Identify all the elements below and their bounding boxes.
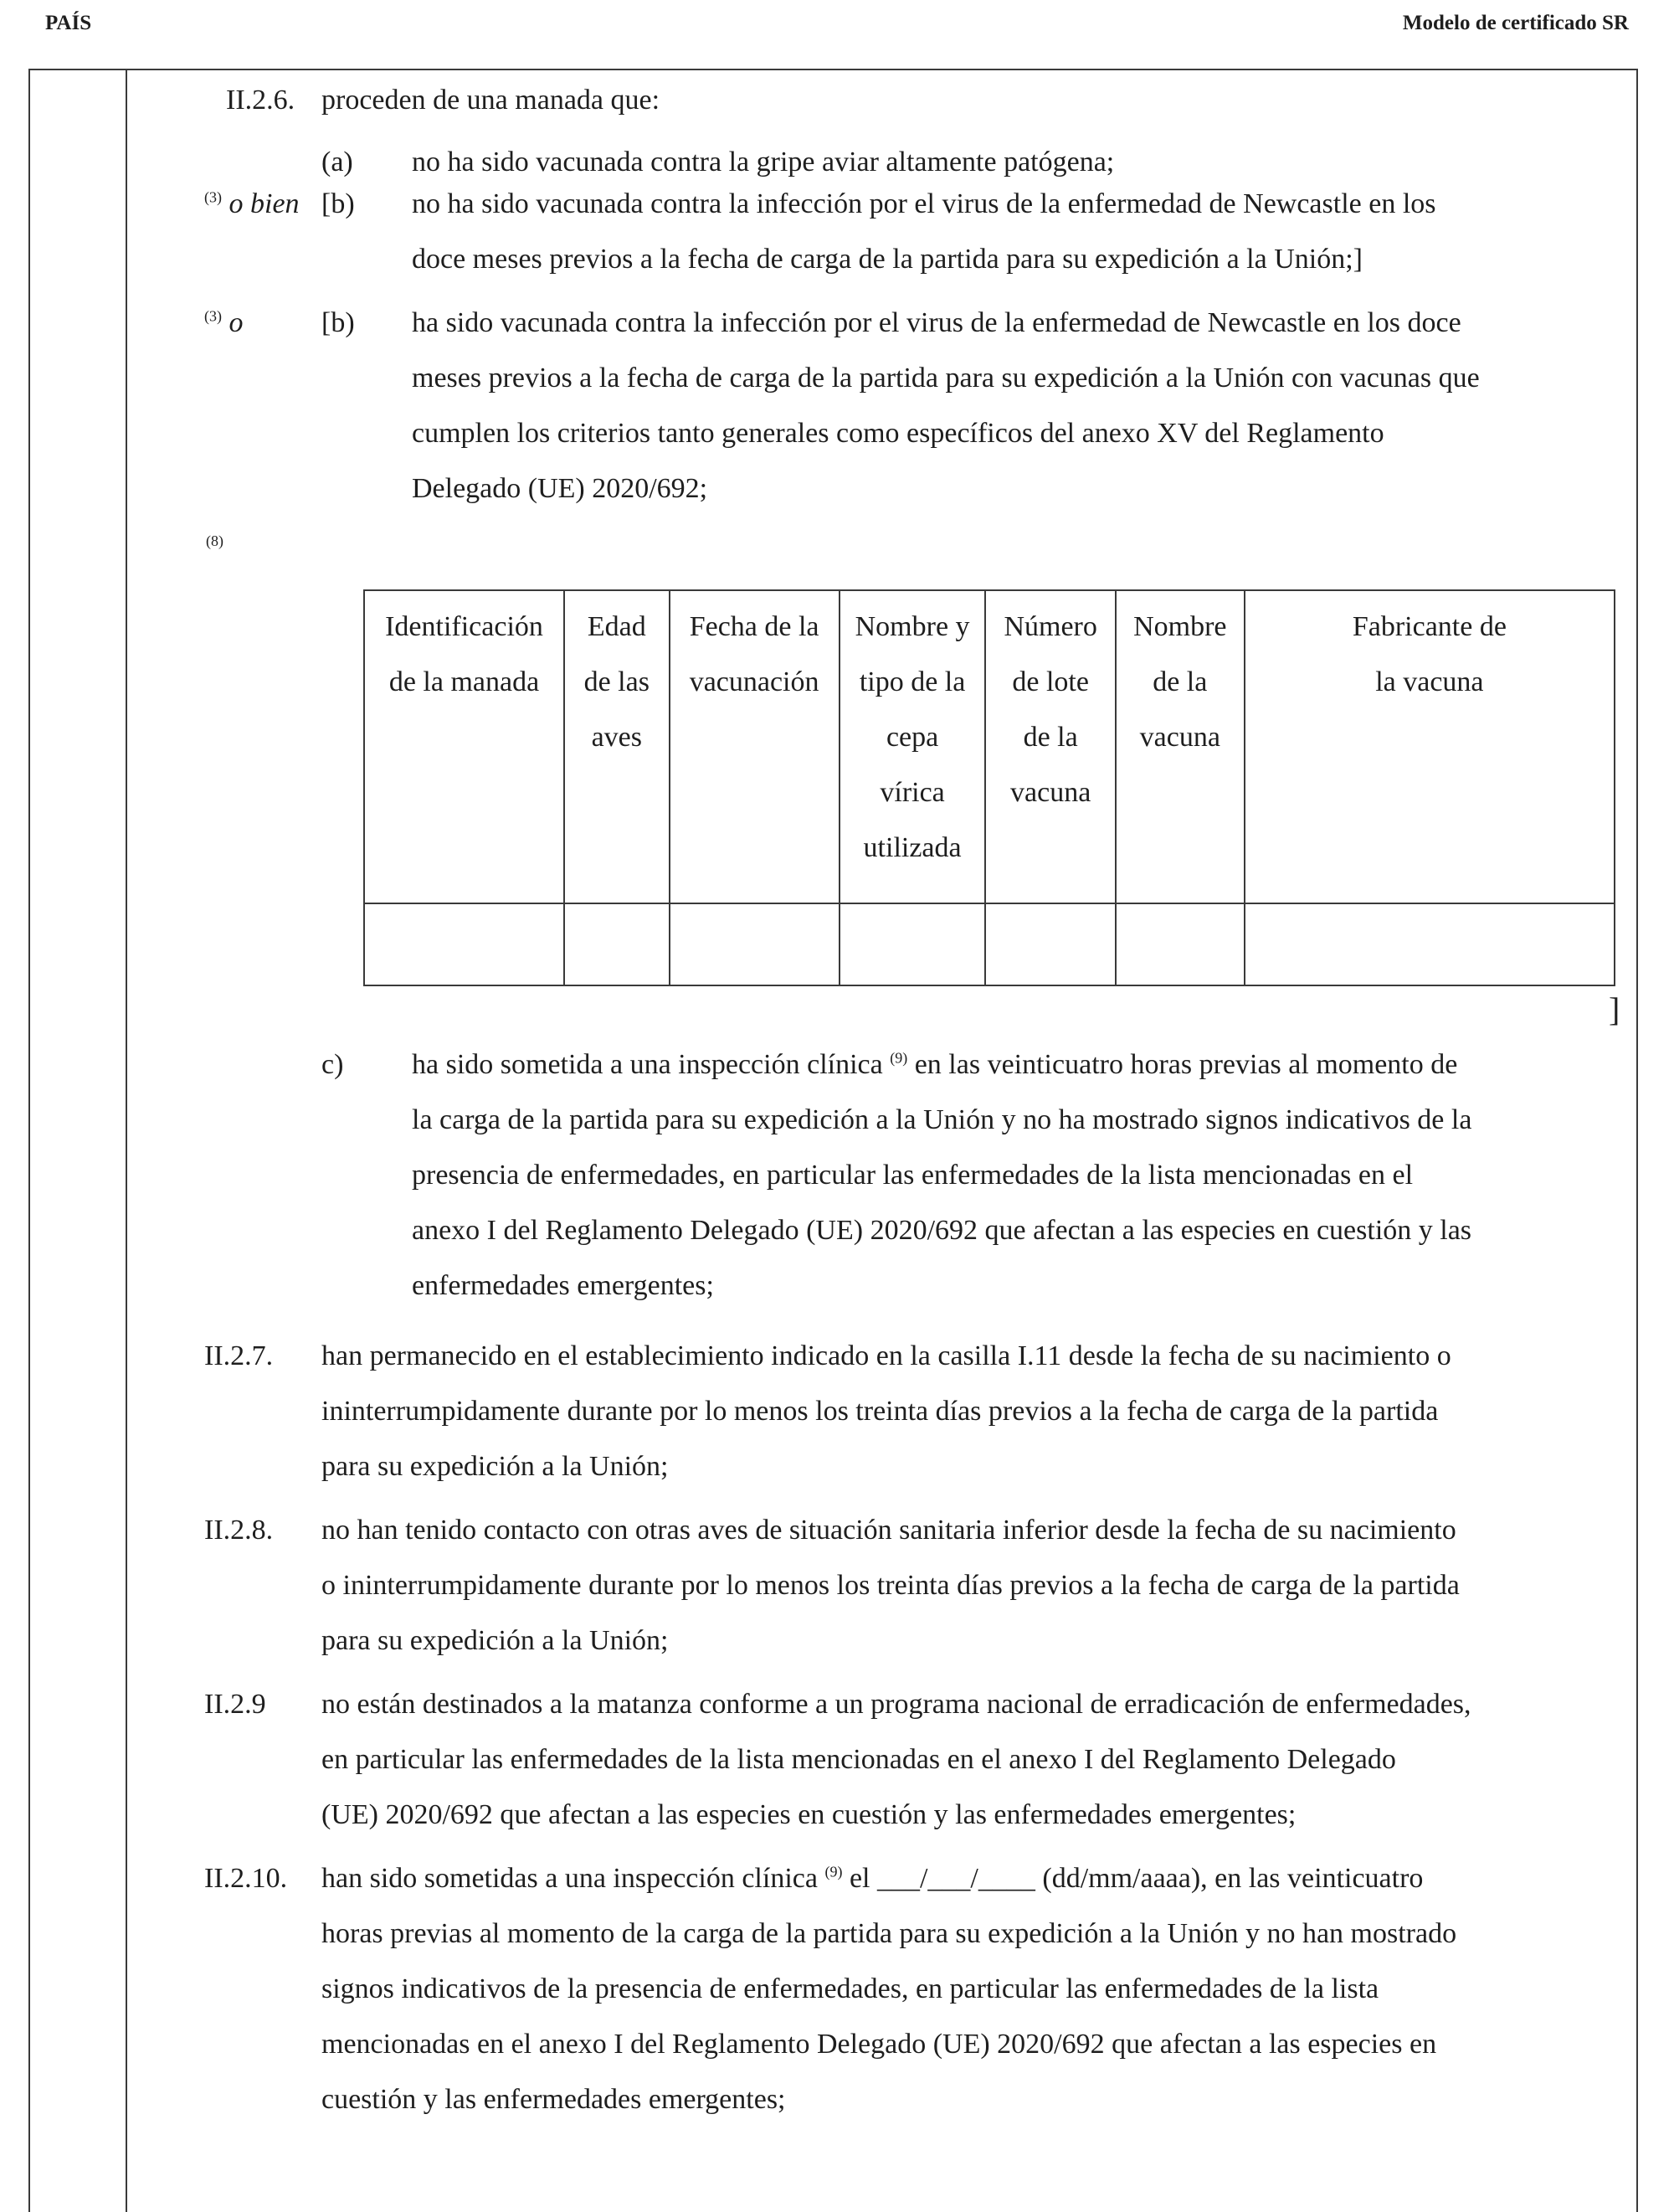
table-header-manufacturer: Fabricante de la vacuna bbox=[1245, 590, 1615, 903]
frame-right-rule bbox=[1636, 69, 1638, 2212]
section-line: ininterrumpidamente durante por lo menos los treinta días previos a la fecha de carga de la partida bbox=[321, 1396, 1439, 1427]
table-header-flock-id: Identificación de la manada bbox=[364, 590, 564, 903]
table-header-vaccination-date: Fecha de la vacunación bbox=[670, 590, 840, 903]
table-header-vaccine-name: Nombre de la vacuna bbox=[1116, 590, 1245, 903]
table-cell[interactable] bbox=[840, 903, 986, 985]
section-intro: proceden de una manada que: bbox=[321, 85, 660, 116]
vaccination-table bbox=[363, 589, 1615, 986]
section-line: horas previas al momento de la carga de la partida para su expedición a la Unión y no han mostrado bbox=[321, 1918, 1457, 1949]
section-line: han permanecido en el establecimiento indicado en la casilla I.11 desde la fecha de su nacimiento o bbox=[321, 1340, 1451, 1371]
section-line: para su expedición a la Unión; bbox=[321, 1451, 669, 1482]
table-cell[interactable] bbox=[670, 903, 840, 985]
section-number: II.2.10. bbox=[204, 1863, 288, 1894]
item-b1-label: [b) bbox=[321, 188, 355, 219]
section-line: no están destinados a la matanza conforme a un programa nacional de erradicación de enfermedades, bbox=[321, 1689, 1471, 1720]
table-header-bird-age: Edad de las aves bbox=[564, 590, 669, 903]
item-b1-line: doce meses previos a la fecha de carga de la partida para su expedición a la Unión;] bbox=[412, 244, 1363, 275]
section-number: II.2.6. bbox=[226, 85, 295, 116]
item-c-line: enfermedades emergentes; bbox=[412, 1270, 714, 1301]
item-b2-prefix: $^{(3)}$ o bbox=[204, 307, 244, 338]
section-number: II.2.9 bbox=[204, 1689, 266, 1720]
header-country: PAÍS bbox=[45, 12, 92, 34]
section-line: mencionadas en el anexo I del Reglamento Delegado (UE) 2020/692 que afectan a las especies en bbox=[321, 2029, 1437, 2060]
item-b2-line: meses previos a la fecha de carga de la partida para su expedición a la Unión con vacunas que bbox=[412, 363, 1480, 394]
item-c-line: presencia de enfermedades, en particular las enfermedades de la lista mencionadas en el bbox=[412, 1160, 1414, 1191]
closing-bracket: ] bbox=[1609, 990, 1620, 1028]
section-line: o ininterrumpidamente durante por lo menos los treinta días previos a la fecha de carga de la partida bbox=[321, 1570, 1460, 1601]
table-row bbox=[364, 903, 1615, 985]
item-b2-line: ha sido vacunada contra la infección por el virus de la enfermedad de Newcastle en los doce bbox=[412, 307, 1461, 338]
section-line: no han tenido contacto con otras aves de situación sanitaria inferior desde la fecha de su nacimiento bbox=[321, 1515, 1456, 1546]
frame-left-rule bbox=[28, 69, 30, 2212]
table-cell[interactable] bbox=[1116, 903, 1245, 985]
section-number: II.2.8. bbox=[204, 1515, 274, 1546]
section-line: signos indicativos de la presencia de enfermedades, en particular las enfermedades de la lista bbox=[321, 1973, 1379, 2004]
table-header-strain: Nombre y tipo de la cepa vírica utilizada bbox=[840, 590, 986, 903]
table-header-row bbox=[364, 590, 1615, 903]
item-b2-line: Delegado (UE) 2020/692; bbox=[412, 473, 708, 504]
item-c-line: ha sido sometida a una inspección clínica $^{(9)}$ en las veinticuatro horas previas al momento de bbox=[412, 1049, 1458, 1080]
item-b2-line: cumplen los criterios tanto generales como específicos del anexo XV del Reglamento bbox=[412, 418, 1384, 449]
section-line: (UE) 2020/692 que afectan a las especies en cuestión y las enfermedades emergentes; bbox=[321, 1799, 1297, 1830]
section-line: han sido sometidas a una inspección clínica $^{(9)}$ el ___/___/____ (dd/mm/aaaa), en las veinticuatro bbox=[321, 1863, 1424, 1894]
table-header-batch-number: Número de lote de la vacuna bbox=[985, 590, 1115, 903]
header-model: Modelo de certificado SR bbox=[1402, 12, 1629, 34]
table-footnote-ref: (8) bbox=[206, 532, 223, 549]
frame-top-rule bbox=[28, 69, 1637, 70]
item-c-line: la carga de la partida para su expedición a la Unión y no ha mostrado signos indicativos de la bbox=[412, 1104, 1472, 1135]
section-line: cuestión y las enfermedades emergentes; bbox=[321, 2084, 786, 2115]
section-line: en particular las enfermedades de la lista mencionadas en el anexo I del Reglamento Delegado bbox=[321, 1744, 1396, 1775]
item-c-label: c) bbox=[321, 1049, 344, 1080]
table-cell[interactable] bbox=[1245, 903, 1615, 985]
item-b1-line: no ha sido vacunada contra la infección por el virus de la enfermedad de Newcastle en los bbox=[412, 188, 1436, 219]
item-b1-prefix: $^{(3)}$ o bien bbox=[204, 188, 300, 219]
section-line: para su expedición a la Unión; bbox=[321, 1625, 669, 1656]
item-a-label: (a) bbox=[321, 147, 353, 177]
section-number: II.2.7. bbox=[204, 1340, 274, 1371]
frame-inner-rule bbox=[126, 69, 127, 2212]
item-c-line: anexo I del Reglamento Delegado (UE) 2020/692 que afectan a las especies en cuestión y las bbox=[412, 1215, 1472, 1246]
table-cell[interactable] bbox=[564, 903, 669, 985]
table-cell[interactable] bbox=[364, 903, 564, 985]
table-cell[interactable] bbox=[985, 903, 1115, 985]
item-a-text: no ha sido vacunada contra la gripe aviar altamente patógena; bbox=[412, 147, 1115, 177]
item-b2-label: [b) bbox=[321, 307, 355, 338]
